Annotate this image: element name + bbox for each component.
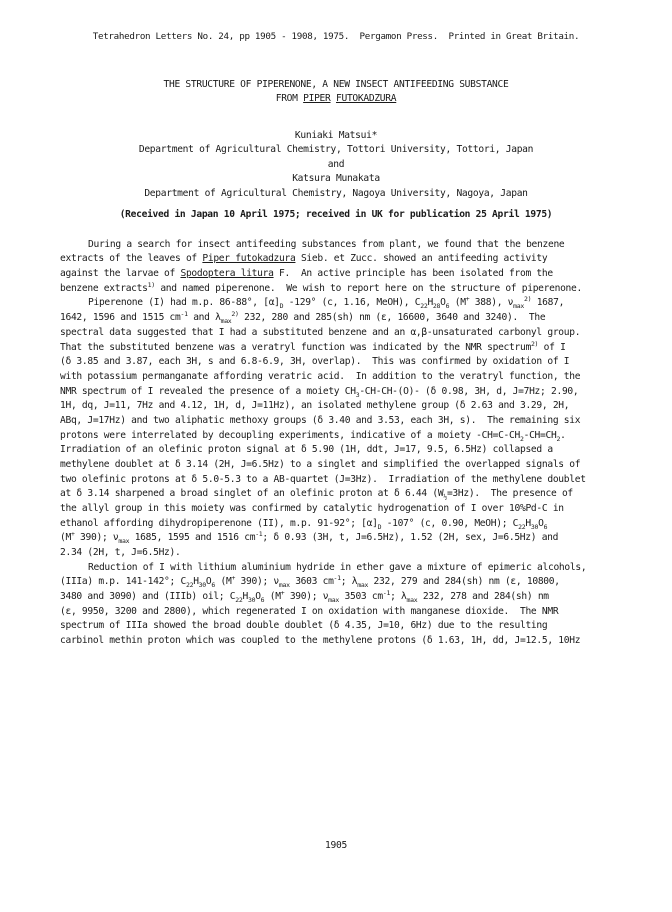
p2-line: the allyl group in this moiety was confirmed by catalytic hydrogenation of I over 10%Pd-C in xyxy=(60,503,564,514)
p1-line: benzene extracts$^{1)}$ and named piperenone. We wish to report here on the structure of piperenone. xyxy=(60,280,582,294)
p1-line: During a search for insect antifeeding substances from plant, we found that the benzene xyxy=(88,239,565,250)
title-line-1: THE STRUCTURE OF PIPERENONE, A NEW INSECT ANTIFEEDING SUBSTANCE xyxy=(163,79,509,90)
p2-line: ABq, J=17Hz) and two aliphatic methoxy groups (δ 3.40 and 3.53, each 3H, s). The remaining six xyxy=(60,415,581,426)
p2-line: 1H, dq, J=11, 7Hz and 4.12, 1H, d, J=11Hz), an isolated methylene group (δ 2.63 and 3.29, 2H, xyxy=(60,400,570,411)
p2-line: ethanol affording dihydropiperenone (II), m.p. 91-92°; $[\alpha]_D$ -107° (c, 0.90, MeOH); $C_{22}H_{30}O_6$ xyxy=(60,518,548,531)
author-2: Katsura Munakata xyxy=(292,173,380,184)
p2-line: (δ 3.85 and 3.87, each 3H, s and 6.8-6.9, 3H, overlap). This was confirmed by oxidation of I xyxy=(60,356,570,367)
p2-line: Piperenone (I) had m.p. 86-88°, $[\alpha]_D$ -129° (c, 1.16, MeOH), $C_{22}H_{28}O_6$ (M+ 388), $\nu_{max}^{2)}$ 1687, xyxy=(88,294,565,310)
p2-line: 1642, 1596 and 1515 $cm^{-1}$ and $\lambda_{max}^{2)}$ 232, 280 and 285(sh) nm (ε, 16600, 3640 and 3240). The xyxy=(60,309,546,325)
p2-line: Irradiation of an olefinic proton signal at δ 5.90 (1H, ddt, J=17, 9.5, 6.5Hz) collapsed a xyxy=(60,444,553,455)
received-dates: (Received in Japan 10 April 1975; received in UK for publication 25 April 1975) xyxy=(119,209,553,220)
author-conjunction: and xyxy=(327,159,345,170)
p3-line: (ε, 9950, 3200 and 2800), which regenerated I on oxidation with manganese dioxide. The NMR xyxy=(60,606,559,617)
affiliation-2: Department of Agricultural Chemistry, Nagoya University, Nagoya, Japan xyxy=(144,188,528,199)
author-1: Kuniaki Matsui* xyxy=(294,130,378,141)
p3-line: Reduction of I with lithium aluminium hydride in ether gave a mixture of epimeric alcohols, xyxy=(88,562,587,573)
p2-line: two olefinic protons at δ 5.0-5.3 to a AB-quartet (J=3Hz). Irradiation of the methylene doublet xyxy=(60,474,586,485)
p2-line: spectral data suggested that I had a substituted benzene and an α,β-unsaturated carbonyl group. xyxy=(60,327,581,338)
p2-line: at δ 3.14 sharpened a broad singlet of an olefinic proton at δ 6.44 $(W_{\frac{1}{2}}=3Hz)$. The presence of xyxy=(60,488,573,501)
p2-line: protons were interrelated by decoupling experiments, indicative of a moiety $-CH=C-CH_2-CH=CH_2$. xyxy=(60,430,566,443)
p2-line: with potassium permanganate affording veratric acid. In addition to the veratryl function, the xyxy=(60,371,581,382)
p3-line: (IIIa) m.p. 141-142°; $C_{22}H_{30}O_6$ (M+ 390); $\nu_{max}$ 3603 $cm^{-1}$; $\lambda_{max}$ 232, 279 and 284(sh) nm (ε, 10800, xyxy=(60,573,560,589)
p3-line: spectrum of IIIa showed the broad double doublet (δ 4.35, J=10, 6Hz) due to the resulting xyxy=(60,620,548,631)
journal-header: Tetrahedron Letters No. 24, pp 1905 - 1908, 1975. Pergamon Press. Printed in Great Britain. xyxy=(92,31,580,42)
p2-line: NMR spectrum of I revealed the presence of a moiety $CH_3-CH-CH-(O)-$ (δ 0.98, 3H, d, J=7Hz; 2.90, xyxy=(60,386,579,399)
page-number: 1905 xyxy=(325,840,347,851)
p2-line: 2.34 (2H, t, J=6.5Hz). xyxy=(60,547,181,558)
p2-line: methylene doublet at δ 3.14 (2H, J=6.5Hz) to a singlet and simplified the overlapped signals of xyxy=(60,459,581,470)
p3-line: 3480 and 3090) and (IIIb) oil; $C_{22}H_{30}O_6$ (M+ 390); $\nu_{max}$ 3503 $cm^{-1}$; $\lambda_{max}$ 232, 278 and 284(sh) nm xyxy=(60,588,549,604)
p3-line: carbinol methin proton which was coupled to the methylene protons (δ 1.63, 1H, dd, J=12.5, 10Hz xyxy=(60,635,581,646)
title-line-2: FROM PIPER FUTOKADZURA xyxy=(275,93,397,104)
p1-line: extracts of the leaves of Piper futokadzura Sieb. et Zucc. showed an antifeeding activity xyxy=(60,253,548,264)
p2-line: That the substituted benzene was a veratryl function was indicated by the NMR spectrum$^{2)}$ of I xyxy=(60,339,566,353)
p2-line: (M+ 390); $\nu_{max}$ 1685, 1595 and 1516 $cm^{-1}$; δ 0.93 (3H, t, J=6.5Hz), 1.52 (2H, sex, J=6.5Hz) and xyxy=(60,529,559,545)
affiliation-1: Department of Agricultural Chemistry, Tottori University, Tottori, Japan xyxy=(138,144,534,155)
p1-line: against the larvae of Spodoptera litura F. An active principle has been isolated from the xyxy=(60,268,553,279)
